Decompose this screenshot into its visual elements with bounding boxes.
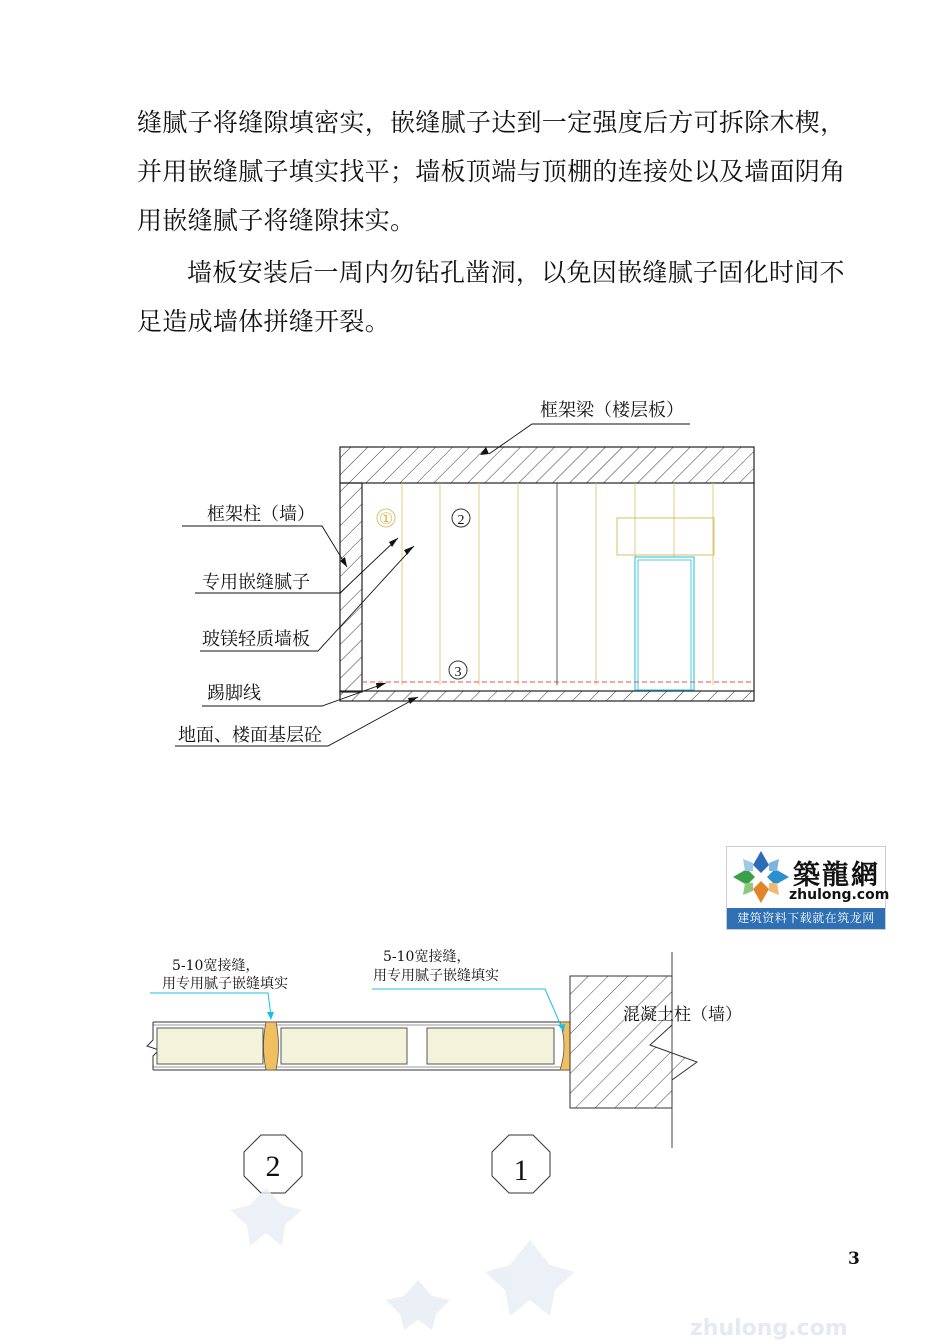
floor-label: 地面、楼面基层砼 bbox=[178, 725, 322, 746]
logo-name-en: zhulong.com bbox=[789, 887, 890, 903]
watermark-snowflakes bbox=[230, 1188, 575, 1330]
transom-panel bbox=[617, 518, 714, 555]
putty-label: 专用嵌缝腻子 bbox=[202, 572, 310, 593]
watermark-text: zhulong.com bbox=[690, 1316, 848, 1341]
column-label: 框架柱（墙） bbox=[207, 504, 315, 525]
joint-2 bbox=[264, 1022, 279, 1070]
logo-name-cn: 築龍網 bbox=[793, 860, 880, 891]
floor-slab bbox=[340, 691, 754, 701]
joint-note-left-line1: 5-10宽接缝， bbox=[172, 958, 260, 974]
marker-3-label: 3 bbox=[454, 665, 462, 680]
beam-label: 框架梁（楼层板） bbox=[540, 400, 684, 421]
joint-note-right-line2: 用专用腻子嵌缝填实 bbox=[373, 968, 499, 984]
frame-beam bbox=[340, 447, 754, 483]
detail-2-label: 2 bbox=[265, 1150, 281, 1183]
zhulong-logo bbox=[726, 846, 890, 930]
detail-1-label: 1 bbox=[513, 1154, 529, 1187]
marker-1-label: ① bbox=[378, 509, 394, 528]
panel-label: 玻镁轻质墙板 bbox=[202, 629, 310, 650]
joint-note-left-line2: 用专用腻子嵌缝填实 bbox=[162, 976, 288, 992]
page-number: 3 bbox=[848, 1249, 860, 1269]
column-plan-label: 混凝土柱（墙） bbox=[623, 1005, 742, 1025]
joint-1 bbox=[560, 1022, 570, 1070]
panel-core bbox=[157, 1028, 263, 1064]
logo-slogan: 建筑资料下载就在筑龙网 bbox=[727, 908, 885, 929]
marker-2-label: 2 bbox=[457, 513, 465, 528]
frame-column bbox=[340, 483, 362, 692]
skirting-label: 踢脚线 bbox=[207, 683, 261, 704]
door-opening bbox=[635, 557, 694, 690]
zhulong-flower-icon bbox=[731, 849, 791, 907]
panel-core bbox=[427, 1028, 554, 1064]
body-paragraph-2: 墙板安装后一周内勿钻孔凿洞，以免因嵌缝腻子固化时间不足造成墙体拼缝开裂。 bbox=[137, 258, 845, 336]
body-paragraph-1: 缝腻子将缝隙填密实，嵌缝腻子达到一定强度后方可拆除木楔，并用嵌缝腻子填实找平；墙板顶端与顶棚的连接处以及墙面阴角用嵌缝腻子将缝隙抹实。 bbox=[137, 108, 846, 235]
joint-note-right-line1: 5-10宽接缝， bbox=[383, 949, 471, 965]
panel-core bbox=[281, 1028, 407, 1064]
concrete-column bbox=[570, 976, 697, 1108]
